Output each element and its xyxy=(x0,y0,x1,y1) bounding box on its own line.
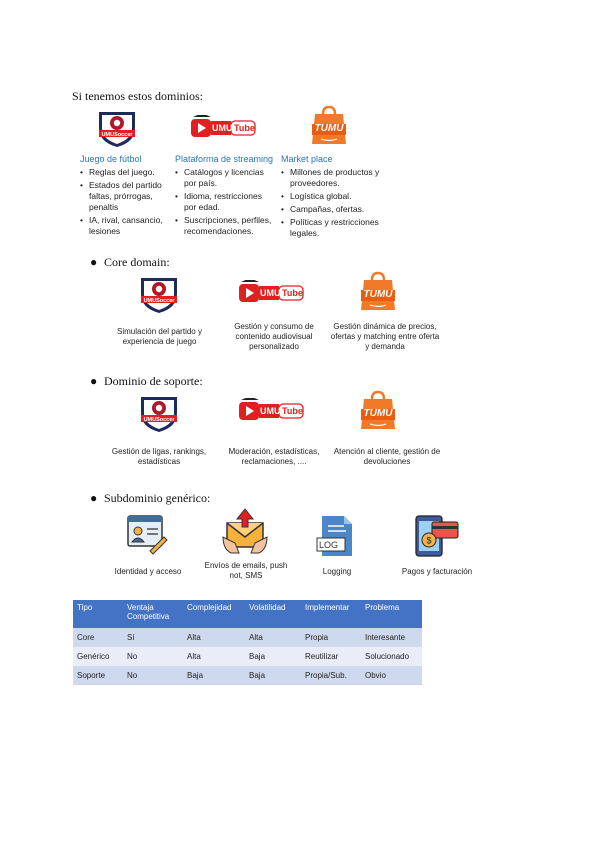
list-item: • Suscripciones, perfiles, recomendaciones. xyxy=(175,215,275,237)
bullet-icon: ● xyxy=(90,491,98,505)
bullet-icon: ● xyxy=(90,374,98,388)
list-item: • Políticas y restricciones legales. xyxy=(281,217,387,239)
table-header: Ventaja Competitiva xyxy=(123,600,183,628)
soccer-logo xyxy=(137,393,181,433)
table-cell: Core xyxy=(73,628,123,647)
core-caption: Simulación del partido y experiencia de juego xyxy=(117,327,202,346)
tube-logo xyxy=(237,280,307,306)
log-file-icon xyxy=(316,514,356,558)
tube-logo-text-b: Tube xyxy=(282,406,303,416)
market-logo xyxy=(358,270,398,314)
table-header: Problema xyxy=(361,600,422,628)
list-item: • Millones de productos y proveedores. xyxy=(281,167,387,189)
support-caption: Moderación, estadísticas, reclamaciones, .... xyxy=(228,447,320,466)
core-caption: Gestión dinámica de precios, ofertas y matching entre oferta y demanda xyxy=(330,322,440,351)
table-cell: Alta xyxy=(245,628,301,647)
table-row xyxy=(73,666,422,685)
table-header: Volatilidad xyxy=(245,600,301,628)
table-cell: No xyxy=(123,666,183,685)
table-cell: Baja xyxy=(245,666,301,685)
table-cell: Interesante xyxy=(361,628,422,647)
tube-logo-text-a: UMU xyxy=(212,123,233,133)
domain-title: Plataforma de streaming xyxy=(175,154,274,164)
soccer-logo xyxy=(137,274,181,314)
svg-text:$: $ xyxy=(426,535,432,546)
domain-bullets xyxy=(281,167,387,239)
table-cell: Sí xyxy=(123,628,183,647)
table-cell: No xyxy=(123,647,183,666)
tube-logo xyxy=(237,398,307,424)
list-item: • Reglas del juego. xyxy=(80,167,172,178)
market-logo xyxy=(358,389,398,433)
table-cell: Soporte xyxy=(73,666,123,685)
bullet-icon: ● xyxy=(90,255,98,269)
list-item: • Estados del partido faltas, prórrogas, penaltis xyxy=(80,180,172,213)
tube-logo-text-a: UMU xyxy=(260,406,281,416)
soccer-logo xyxy=(95,108,139,148)
table-cell: Propia xyxy=(301,628,361,647)
tube-logo-text-b: Tube xyxy=(234,123,255,133)
generic-caption: Pagos y facturación xyxy=(401,567,473,576)
domain-bullets xyxy=(175,167,275,237)
tube-logo xyxy=(189,115,259,141)
support-heading xyxy=(90,374,203,389)
table-cell: Genérico xyxy=(73,647,123,666)
intro-text: Si tenemos estos dominios: xyxy=(72,89,204,103)
table-cell: Solucionado xyxy=(361,647,422,666)
table-header: Complejidad xyxy=(183,600,245,628)
table-cell: Baja xyxy=(183,666,245,685)
market-logo xyxy=(309,104,349,148)
email-icon xyxy=(221,507,269,555)
domain-title: Juego de fútbol xyxy=(80,154,142,164)
table-header: Tipo xyxy=(73,600,123,628)
table-row xyxy=(73,647,422,666)
tube-logo-text-b: Tube xyxy=(282,288,303,298)
generic-caption: Envíos de emails, push not, SMS xyxy=(204,561,288,580)
table-cell: Propia/Sub. xyxy=(301,666,361,685)
domain-table xyxy=(73,600,422,685)
support-caption: Gestión de ligas, rankings, estadísticas xyxy=(111,447,207,466)
table-row xyxy=(73,628,422,647)
domain-bullets xyxy=(80,167,172,237)
domain-title: Market place xyxy=(281,154,333,164)
table-cell: Baja xyxy=(245,647,301,666)
domain-football xyxy=(80,154,172,239)
generic-heading-text: Subdominio genérico: xyxy=(104,491,211,505)
list-item: • Idioma, restricciones por edad. xyxy=(175,191,275,213)
list-item: • Logística global. xyxy=(281,191,387,202)
core-caption: Gestión y consumo de contenido audiovisual personalizado xyxy=(234,322,314,351)
domain-streaming xyxy=(175,154,275,239)
table-header-row xyxy=(73,600,422,628)
list-item: • Campañas, ofertas. xyxy=(281,204,387,215)
generic-heading xyxy=(90,491,210,506)
tube-logo-text-a: UMU xyxy=(260,288,281,298)
table-cell: Alta xyxy=(183,647,245,666)
generic-caption: Logging xyxy=(322,567,352,576)
table-header: Implementar xyxy=(301,600,361,628)
core-heading xyxy=(90,255,170,270)
payment-icon xyxy=(412,512,462,558)
support-heading-text: Dominio de soporte: xyxy=(104,374,203,388)
market-logo-text: TUMU xyxy=(363,408,393,419)
list-item: • IA, rival, cansancio, lesiones xyxy=(80,215,172,237)
log-label: LOG xyxy=(319,540,339,550)
market-logo-text: TUMU xyxy=(363,289,393,300)
table-cell: Obvio xyxy=(361,666,422,685)
core-heading-text: Core domain: xyxy=(104,255,170,269)
generic-caption: Identidad y acceso xyxy=(114,567,182,576)
table-cell: Reutilizar xyxy=(301,647,361,666)
identity-icon xyxy=(126,513,168,555)
support-caption: Atención al cliente, gestión de devoluciones xyxy=(333,447,441,466)
table-cell: Alta xyxy=(183,628,245,647)
list-item: • Catálogos y licencias por país. xyxy=(175,167,275,189)
market-logo-text: TUMU xyxy=(314,123,344,134)
domain-marketplace xyxy=(281,154,387,241)
